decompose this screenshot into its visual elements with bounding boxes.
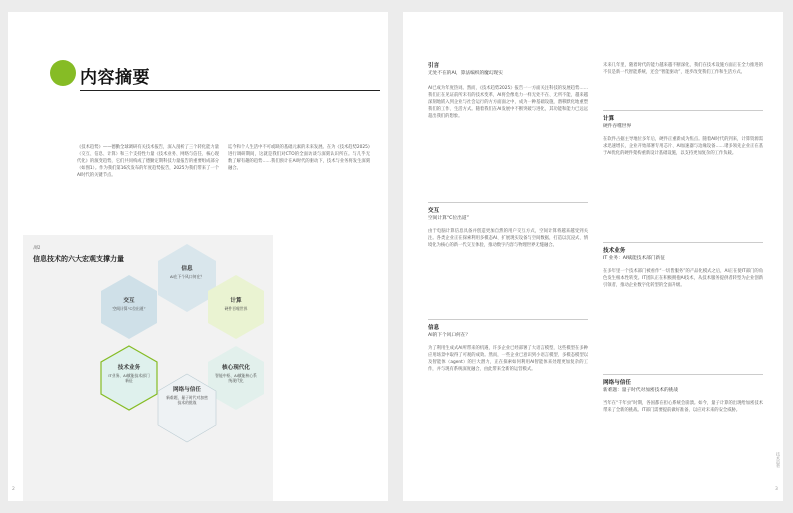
hex-core-title: 核心现代化 [222,365,250,371]
figure-number: 图1 [33,246,41,251]
figure-panel [23,235,273,501]
section-heading-info: 信息 [428,325,440,331]
section-subheading-intro: 无处不在的AI，算法编织的魔幻现实 [428,71,503,76]
divider [428,202,588,203]
figure-title: 信息技术的六大宏观支撑力量 [33,255,124,263]
right-column-1 [428,62,588,435]
intro-paragraph-a: 《技术趋势》——德勤全球调研有关技术报告，深入剖析了三个转化能力量（交互、信息、计算）和三个支持性力量《技术业务、网络与信任、核心现代化》的演变趋势，它们共同构成了德勤定期科技力量报告的重要组成部分（如图1）。作为我们第16次发布的年度趋势报告，2025为我们带来了一个AI时代的关键节点。 [77,145,219,179]
hex-interact-subtitle: 空间计算“C位出道” [112,306,146,311]
hex-interact-title: 交互 [123,298,135,304]
section-subheading-business: IT 业务：AI赋能技术部门新征 [603,256,665,261]
hex-interact-label [107,296,151,311]
section-body-info: 为了利用生成式AI所带来的机遇，许多企业已经部署了大语言模型，这些模型在多种应用场景中取得了可观的成效。然而，一些企业已意识到小语言模型、多模态模型以及智能体（agent）的巨大潜力，正在探索如何利用AI智能体来处理更加复杂的工作，并与现有系统深度融合，由此带来全新的运营模式。 [428,346,588,373]
divider [428,319,588,320]
divider [603,374,763,375]
hex-business-subtitle: IT业务、AI赋能技术部门新征 [108,373,150,384]
page-number-left: 2 [12,487,15,492]
hex-info-title: 信息 [181,266,193,272]
intro-paragraph-b: 迄今和个人生活中不可或缺的基础元素的未来发展。在为《技术趋势2025》进行调研期间，这就是我们对CTO的全面访谈与深刻认识所在。与几乎无数了解有趣的趋势……我们预计在AI时代的驱动下，技术与业务将发生深刻融合。 [228,145,370,172]
section-body-interact: 由于电脑计算信息具备并创造更加自然的用户交互方式，空间计算将越来越受到关注。各类企业正在探索利用多模态AI、扩展现实设备与空间数据，打造以沉浸式、情境化为核心的新一代交互体验，推动数字内容与物理世界无缝融合。 [428,229,588,249]
continued-paragraph: 未来几年里，随着时代的能力越来越不断深化，我们在技术设施方面正在全力推进的不仅是新一代智能系统，还会“智能驱动”，逐步改变我们工作和生活方式。 [603,63,763,76]
hex-info-subtitle: AI在下个风口何在？ [169,274,205,279]
section-body-business: 在多年里一个技术部门被看作“一切皆服务”的产品化模式之后，AI正在使IT部门的角色发生根本性转变。IT团队正在积极拥抱AI技术，从技术服务提供者转型为企业创新引领者，推动企业数字化转型的全面升级。 [603,269,763,289]
section-heading-business: 技术业务 [603,248,626,254]
section-heading-intro: 引言 [428,63,440,69]
section-subheading-info: AI的下个风口何在？ [428,333,471,338]
section-heading-interact: 交互 [428,208,440,214]
hex-network-subtitle: 新难题，量子时代对加密技术的挑战 [166,395,208,406]
section-body-compute: 在软件占据主导地位多年后，硬件正重新成为焦点。随着AI时代的到来，计算资源需求迅速增长，企业开始部署专用芯片、AI加速器与边缘设备……诸多领先企业正在基于AI优化的硬件架构重新设计基础设施，以支持更加复杂的工作负载。 [603,137,763,157]
section-subheading-compute: 硬件吞噬世界 [603,124,632,129]
divider [603,242,763,243]
side-note: 技术趋势 [776,452,781,468]
section-heading-compute: 计算 [603,116,615,122]
hex-core-subtitle: 智能中枢、AI赋能核心系统现代化 [215,373,257,384]
right-column-2 [603,62,763,442]
hex-business-label [107,363,151,383]
page-title: 内容摘要 [80,68,150,88]
left-page [8,12,388,501]
title-underline [80,90,380,91]
section-body-network: 当年在“千年虫”时期，各国都在担心系统会崩溃。如今，量子计算的出现给加密技术带来了全新的挑战。IT部门需要提前做好准备，以应对未来的安全威胁。 [603,401,763,414]
divider [603,110,763,111]
hex-business-title: 技术业务 [117,365,141,371]
section-body-intro: AI已成为年度热词。然而，《技术趋势2025》报告一一方面关注科技的发展趋势……我们正在见证前所未有的技术变革，AI将会像电力一样无处不在、无所不能，越来越深刻地嵌入到企业与社会运行的方方面面之中，成为一种基础设施，潜移默化地重塑我们的工作、生活方式。随着我们在AI发展中不断突破与进化，其功能和能力已远远超出我们的想象。 [428,86,588,120]
hex-info-label [165,264,209,279]
page-number-right: 3 [775,487,778,492]
green-circle-icon [50,60,76,86]
hex-network-title: 网络与信任 [173,387,201,393]
hex-compute-label [214,296,258,311]
hex-core-label [214,363,258,383]
section-subheading-interact: 空间计算“C位出道” [428,216,469,221]
hex-compute-subtitle: 硬件吞噬世界 [224,306,248,311]
right-page [403,12,783,501]
section-subheading-network: 新难题：量子时代对加密技术的挑战 [603,388,679,393]
hex-network-label [165,385,209,405]
hex-compute-title: 计算 [230,298,242,304]
section-heading-network: 网络与信任 [603,380,631,386]
